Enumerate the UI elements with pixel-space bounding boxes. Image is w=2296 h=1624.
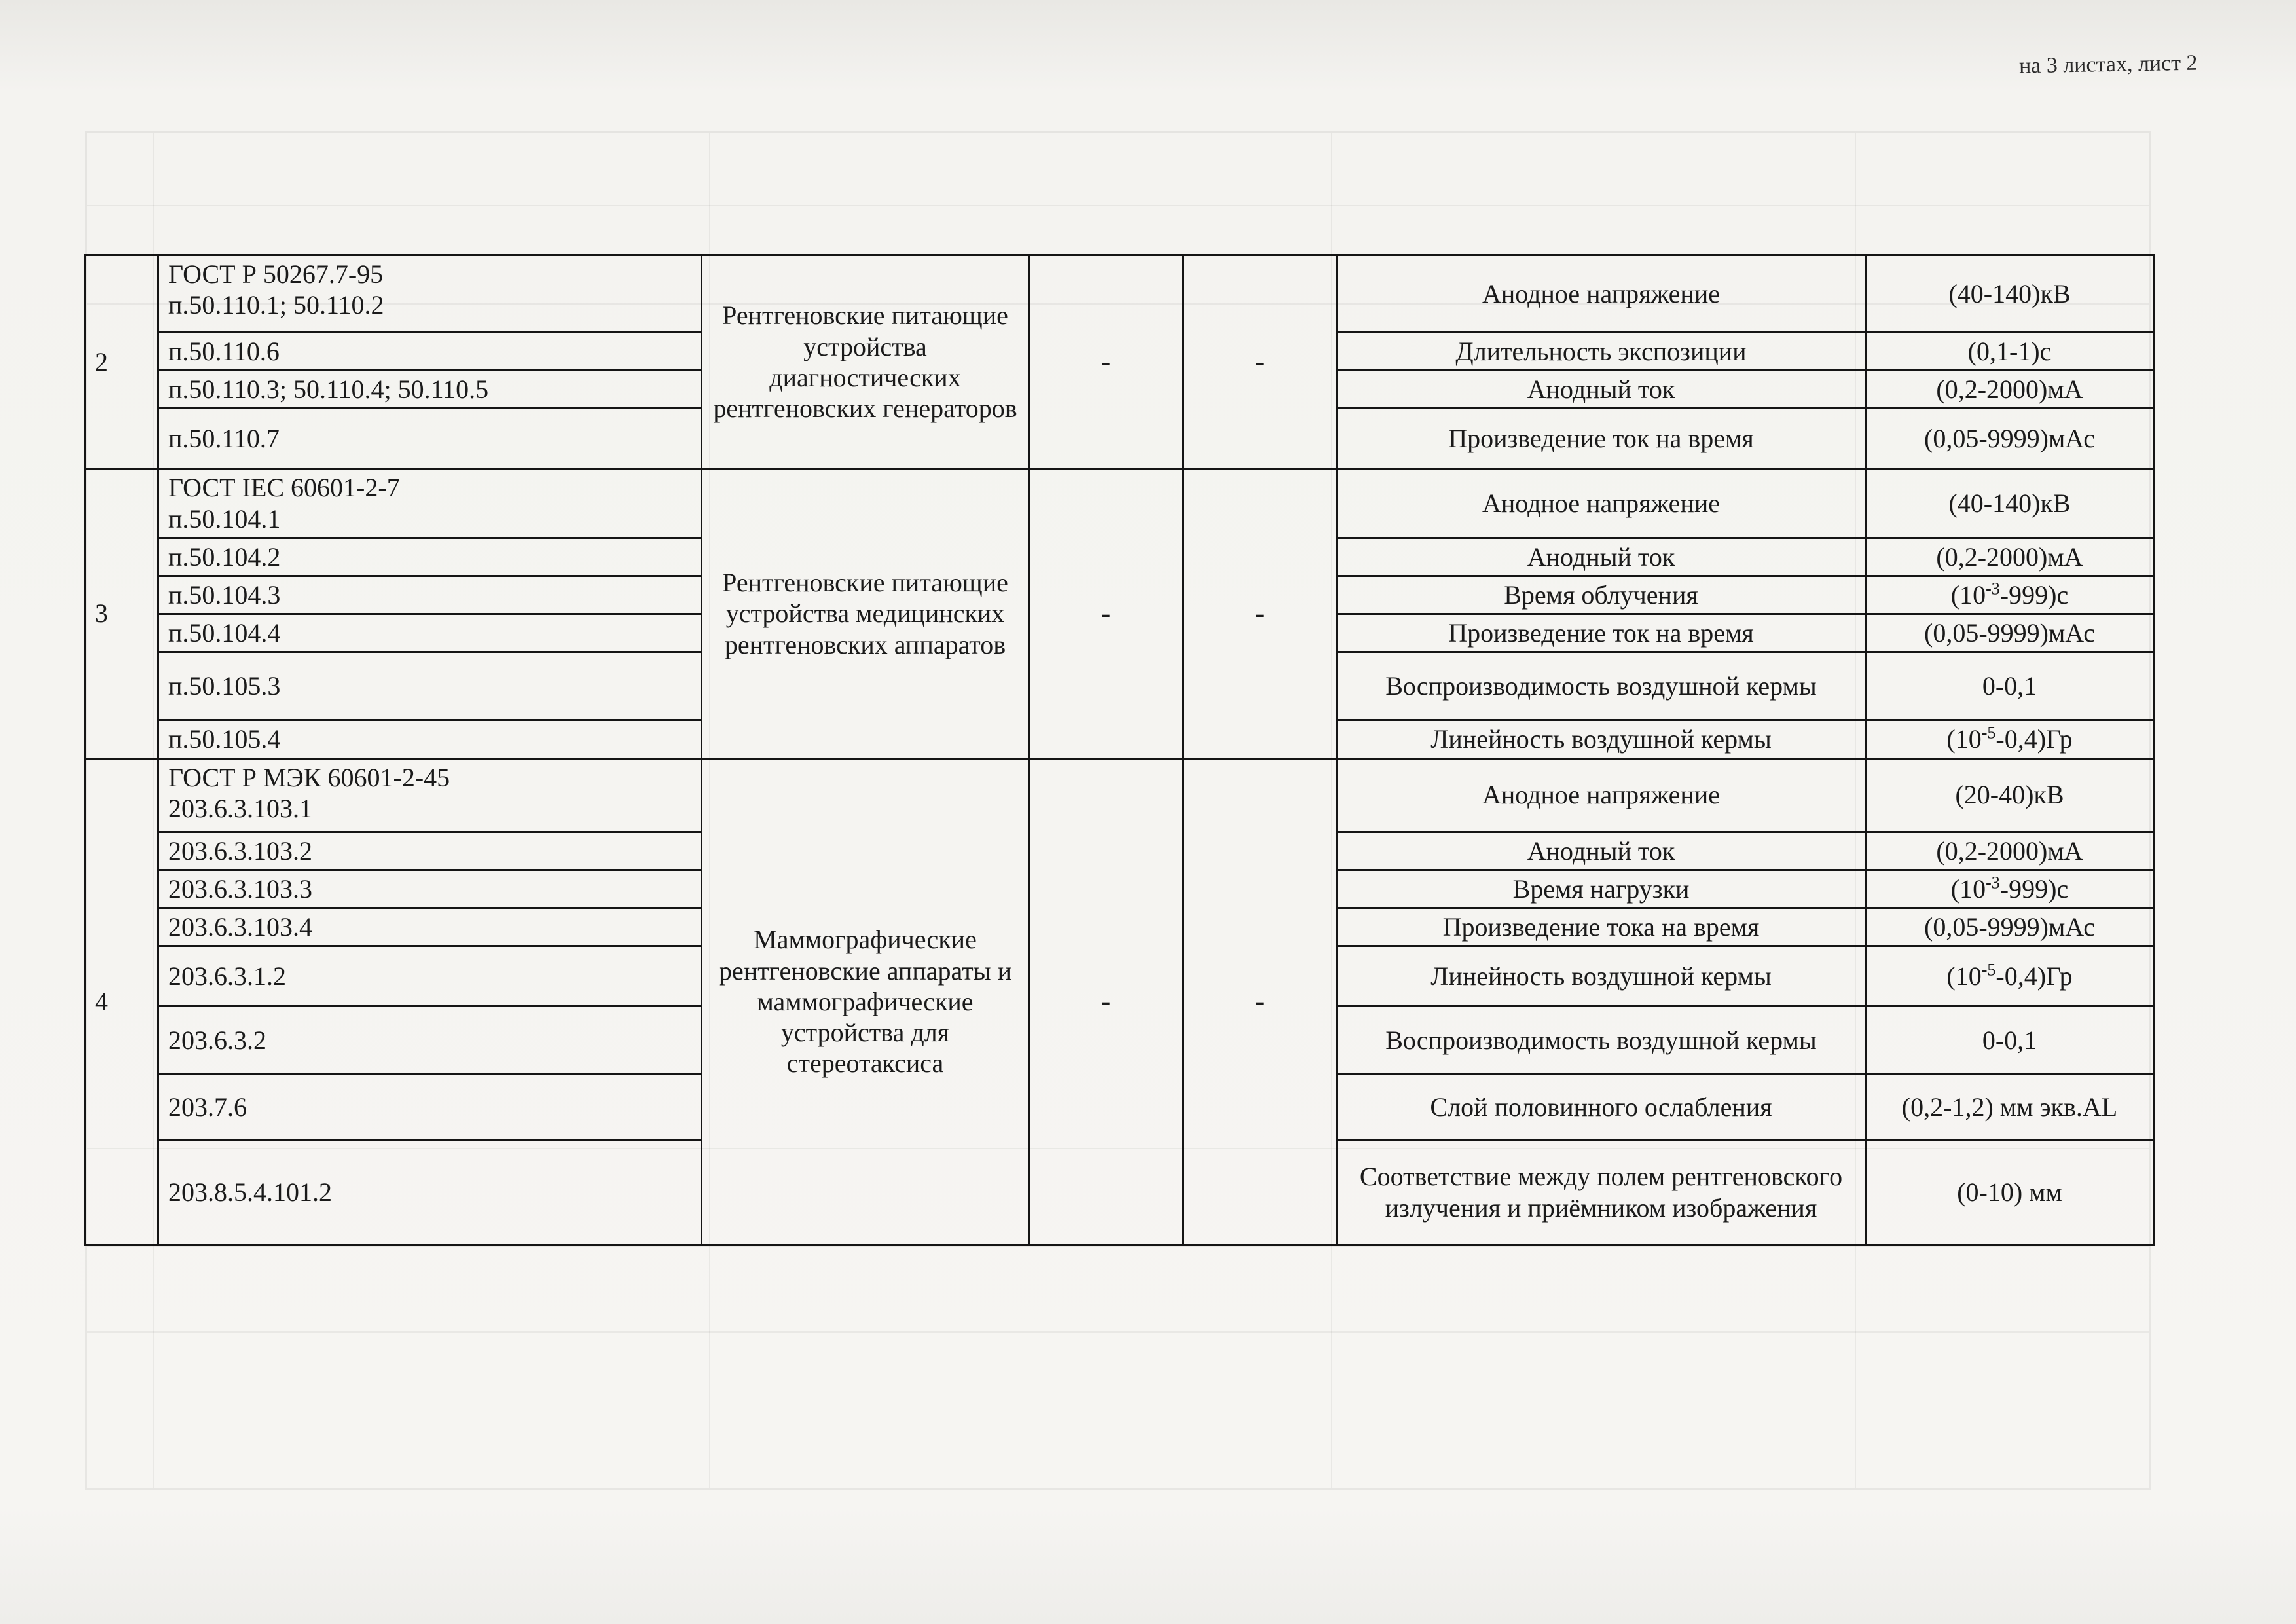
parameter-range xyxy=(1866,720,2154,758)
range-exponent: -5 xyxy=(1981,723,1996,743)
standard-title: ГОСТ IEC 60601-2-7 xyxy=(168,473,400,503)
parameter-name: Анодный ток xyxy=(1337,371,1866,409)
parameter-range: (0,2-2000)мА xyxy=(1866,538,2154,576)
parameter-name: Анодное напряжение xyxy=(1337,255,1866,333)
clause: 203.6.3.103.2 xyxy=(158,832,702,870)
standard-cell xyxy=(158,469,702,538)
range-base: (10 xyxy=(1946,961,1982,991)
standard-cell xyxy=(158,758,702,832)
parameter-name: Анодное напряжение xyxy=(1337,758,1866,832)
clause: п.50.110.3; 50.110.4; 50.110.5 xyxy=(158,371,702,409)
clause: п.50.110.1; 50.110.2 xyxy=(168,290,384,320)
clause: 203.6.3.2 xyxy=(158,1006,702,1075)
parameter-name: Произведение ток на время xyxy=(1337,409,1866,469)
standard-title: ГОСТ Р 50267.7-95 xyxy=(168,259,384,289)
dash-cell: - xyxy=(1183,469,1337,758)
parameter-name: Анодное напряжение xyxy=(1337,469,1866,538)
standard-title: ГОСТ Р МЭК 60601-2-45 xyxy=(168,762,450,792)
parameter-name: Слой половинного ослабления xyxy=(1337,1075,1866,1140)
clause: п.50.105.4 xyxy=(158,720,702,758)
row-number: 4 xyxy=(85,758,158,1245)
clause: п.50.104.4 xyxy=(158,614,702,652)
parameter-name: Соответствие между полем рентгеновского излучения и приёмником изображения xyxy=(1337,1140,1866,1245)
parameter-range: (0,05-9999)мАс xyxy=(1866,908,2154,946)
parameter-range: (0,05-9999)мАс xyxy=(1866,409,2154,469)
parameter-name: Анодный ток xyxy=(1337,538,1866,576)
parameter-name: Время нагрузки xyxy=(1337,870,1866,908)
parameter-range: 0-0,1 xyxy=(1866,1006,2154,1075)
sheet-number-note: на 3 листах, лист 2 xyxy=(2019,50,2198,79)
table-row xyxy=(85,469,2154,538)
range-tail: -0,4)Гр xyxy=(1995,724,2073,754)
parameter-name: Линейность воздушной кермы xyxy=(1337,720,1866,758)
parameter-name: Линейность воздушной кермы xyxy=(1337,946,1866,1006)
parameter-range: (0,05-9999)мАс xyxy=(1866,614,2154,652)
parameter-range: (0,2-1,2) мм экв.AL xyxy=(1866,1075,2154,1140)
parameter-range: 0-0,1 xyxy=(1866,652,2154,720)
parameter-name: Анодный ток xyxy=(1337,832,1866,870)
clause: 203.6.3.103.4 xyxy=(158,908,702,946)
parameter-range xyxy=(1866,870,2154,908)
clause: 203.6.3.1.2 xyxy=(158,946,702,1006)
parameter-range: (0,2-2000)мА xyxy=(1866,832,2154,870)
table-row xyxy=(85,255,2154,333)
parameter-name: Произведение ток на время xyxy=(1337,614,1866,652)
dash-cell: - xyxy=(1029,469,1183,758)
parameter-range: (40-140)кВ xyxy=(1866,255,2154,333)
clause: 203.7.6 xyxy=(158,1075,702,1140)
clause: 203.6.3.103.1 xyxy=(168,793,312,823)
object-description: Рентгеновские питающие устройства диагностических рентгеновских генераторов xyxy=(702,255,1029,469)
row-number: 2 xyxy=(85,255,158,469)
parameter-range xyxy=(1866,576,2154,614)
parameter-range: (0,1-1)с xyxy=(1866,333,2154,371)
dash-cell: - xyxy=(1183,758,1337,1245)
object-description: Рентгеновские питающие устройства медицинских рентгеновских аппаратов xyxy=(702,469,1029,758)
dash-cell: - xyxy=(1029,255,1183,469)
clause: 203.8.5.4.101.2 xyxy=(158,1140,702,1245)
object-description: Маммографические рентгеновские аппараты и маммографические устройства для стереотаксиса xyxy=(702,758,1029,1245)
clause: 203.6.3.103.3 xyxy=(158,870,702,908)
parameter-range: (0,2-2000)мА xyxy=(1866,371,2154,409)
range-tail: -0,4)Гр xyxy=(1995,961,2073,991)
parameter-range: (40-140)кВ xyxy=(1866,469,2154,538)
range-base: (10 xyxy=(1950,874,1986,904)
parameter-range xyxy=(1866,946,2154,1006)
range-exponent: -5 xyxy=(1981,960,1996,980)
clause: п.50.104.3 xyxy=(158,576,702,614)
clause: п.50.110.7 xyxy=(158,409,702,469)
dash-cell: - xyxy=(1029,758,1183,1245)
parameter-name: Воспроизводимость воздушной кермы xyxy=(1337,652,1866,720)
clause: п.50.104.2 xyxy=(158,538,702,576)
parameter-range: (0-10) мм xyxy=(1866,1140,2154,1245)
parameter-name: Время облучения xyxy=(1337,576,1866,614)
parameter-name: Произведение тока на время xyxy=(1337,908,1866,946)
parameter-range: (20-40)кВ xyxy=(1866,758,2154,832)
parameter-name: Длительность экспозиции xyxy=(1337,333,1866,371)
table-row xyxy=(85,758,2154,832)
clause: п.50.105.3 xyxy=(158,652,702,720)
range-exponent: -3 xyxy=(1986,579,2000,599)
dash-cell: - xyxy=(1183,255,1337,469)
parameter-name: Воспроизводимость воздушной кермы xyxy=(1337,1006,1866,1075)
range-tail: -999)с xyxy=(1999,580,2069,610)
test-methods-table xyxy=(84,254,2153,1246)
range-tail: -999)с xyxy=(1999,874,2069,904)
range-exponent: -3 xyxy=(1986,873,2000,893)
standard-cell xyxy=(158,255,702,333)
range-base: (10 xyxy=(1946,724,1982,754)
row-number: 3 xyxy=(85,469,158,758)
clause: п.50.104.1 xyxy=(168,504,281,534)
clause: п.50.110.6 xyxy=(158,333,702,371)
range-base: (10 xyxy=(1950,580,1986,610)
